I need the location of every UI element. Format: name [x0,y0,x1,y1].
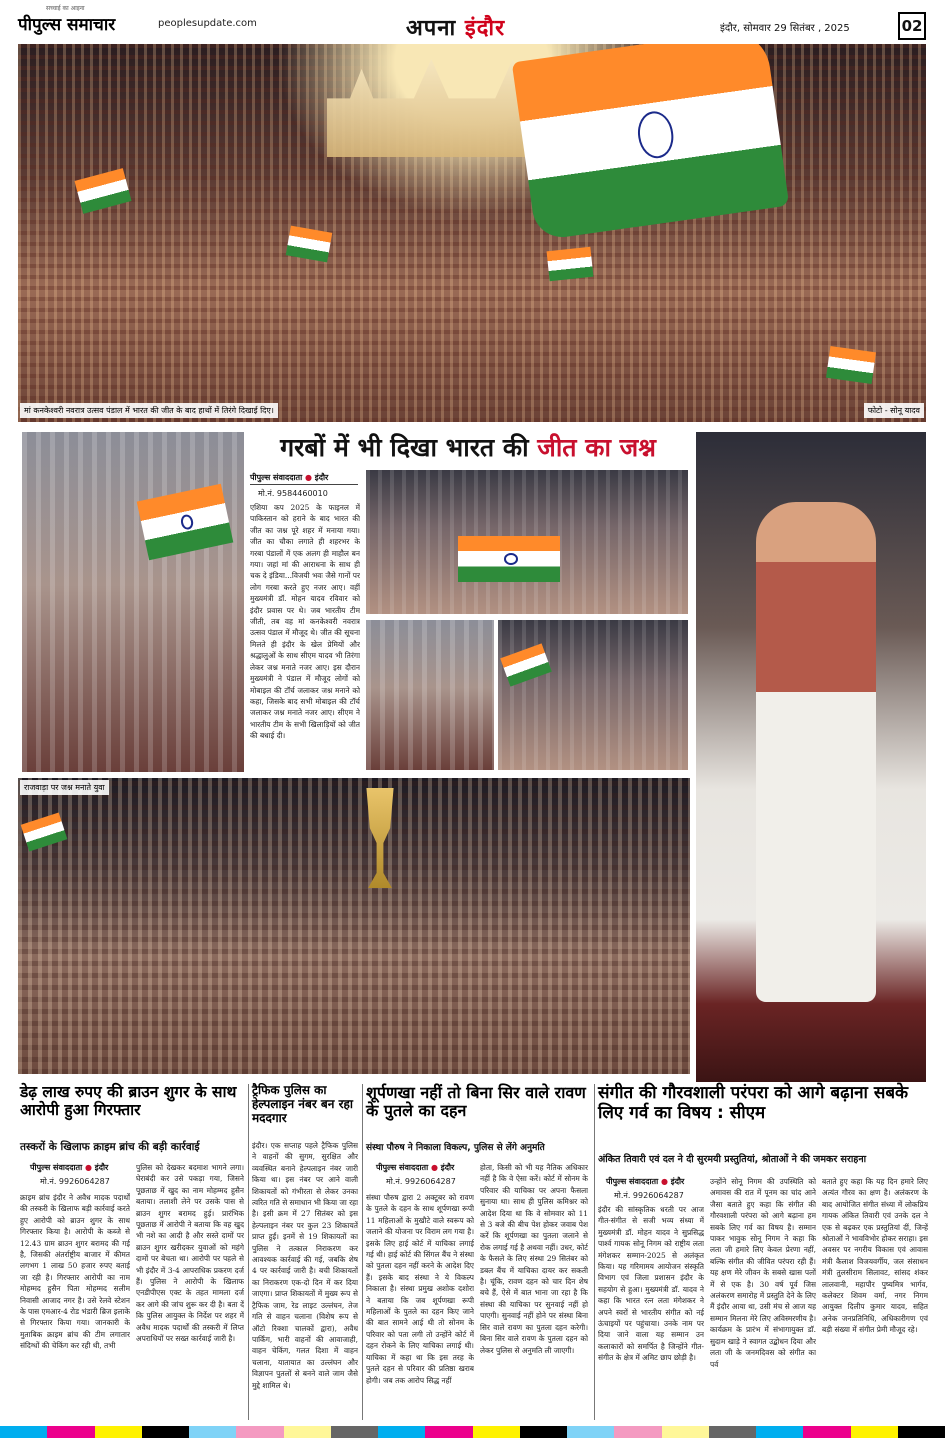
byline-city: इंदौर [94,1163,109,1172]
registration-swatch [662,1426,709,1438]
tricolor-flag-small-3 [547,247,594,281]
registration-swatch [236,1426,283,1438]
story-4-mobile: मो.नं. 9926064287 [614,1191,684,1200]
registration-swatch [331,1426,378,1438]
group-photo-3-flag [500,643,552,686]
story-1-body-col-2: पुलिस को देखकर बदमाश भागने लगा। घेराबंदी कर उसे पकड़ा गया, जिसने पूछताछ में खुद का नाम मोहम्मद हुसैन बताया। तलाशी लेने पर उसके पास से ब्राउन शुगर बरामद हुई। प्रारंभिक पूछताछ में आरोपी ने बताया कि वह खुद भी नशे का आदी है और सस्ते दामों पर ब्राउन शुगर खरीदकर युवाओं को महंगे दामों पर बेचता था। आरोपी पर पहले से भी इंदौर में 3-4 आपराधिक प्रकरण दर्ज हैं। पुलिस ने आरोपी के खिलाफ एनडीपीएस एक्ट के तहत मामला दर्ज कर आगे की जांच शुरू कर दी है। बता दें कि पुलिस आयुक्त के निर्देश पर शहर में अवैध मादक पदार्थों की तस्करी में लिप्त अपराधियों पर सख्त कार्रवाई जारी है। [136,1163,244,1344]
top-crowd-photo [18,44,926,422]
registration-swatch [803,1426,850,1438]
street-photo-caption: राजवाड़ा पर जश्न मनाते युवा [20,780,109,795]
story-1-subhead: तस्करों के खिलाफ क्राइम ब्रांच की बड़ी कार्रवाई [20,1141,200,1153]
logo-tagline: सच्चाई का आइना [46,5,85,12]
section-title-part-b: इंदौर [464,16,506,41]
registration-swatch [614,1426,661,1438]
feature-headline-part-b: जीत का जश्न [537,433,656,462]
story-2-body: इंदौर। एक सप्ताह पहले ट्रैफिक पुलिस ने वाहनों की सुगम, सुरक्षित और व्यवस्थित बनाने हेल्पलाइन नंबर जारी किया था। इस नंबर पर आने वाली शिकायतों को गंभीरता से लेकर उनका त्वरित गति से समाधान भी किया जा रहा है। इसी क्रम में 27 सितंबर को इस हेल्पलाइन नंबर पर कुल 23 शिकायतें प्राप्त हुईं। इनमें से 19 शिकायतों का पुलिस ने तत्काल निराकरण कर आवश्यक कार्रवाई की गई, जबकि शेष 4 पर कार्रवाई जारी है। बची शिकायतों का निराकरण एक-दो दिन में कर दिया जाएगा। प्राप्त शिकायतों में मुख्य रूप से ट्रैफिक जाम, रेड लाइट उल्लंघन, तेज गति से वाहन चलाना (विशेष रूप से ऑटो रिक्शा चालकों द्वारा), अवैध पार्किंग, भारी वाहनों की आवाजाही, वाहन चेकिंग, गलत दिशा में वाहन चलाना, यातायात का उल्लंघन और विज्ञापन पुतलों से बनने वाले जाम जैसे मुद्दे शामिल थे। [252,1141,358,1390]
story-3-byline: पीपुल्स संवाददाता ● इंदौर [376,1163,455,1172]
group-photo-flag [458,536,560,582]
story-1-mobile: मो.नं. 9926064287 [40,1177,110,1186]
feature-byline: पीपुल्स संवाददाता ● इंदौर [250,473,329,482]
feature-left-photo [22,432,244,772]
feature-group-photo-3 [498,620,688,770]
registration-swatch [378,1426,425,1438]
registration-swatch [189,1426,236,1438]
cm-figure [756,502,876,1002]
color-registration-bar [0,1426,945,1438]
story-1-headline: डेढ़ लाख रुपए की ब्राउन शुगर के साथ आरोपी हुआ गिरफ्तार [20,1083,237,1119]
street-celebration-photo [18,778,690,1074]
tricolor-flag-small-1 [74,168,131,214]
feature-mobile: मो.नं. 9584460010 [258,489,328,498]
dateline: इंदौर, सोमवार 29 सितंबर , 2025 [720,23,850,34]
logo-text: पीपुल्स समाचार [18,15,116,35]
story-4-subhead: अंकित तिवारी एवं दल ने दी सुरमयी प्रस्तुतियां, श्रोताओं ने की जमकर सराहना [598,1154,867,1165]
byline-city: इंदौर [314,473,329,482]
website-url: peoplesupdate.com [158,18,257,29]
registration-swatch [47,1426,94,1438]
registration-swatch [0,1426,47,1438]
story-3-mobile: मो.नं. 9926064287 [386,1177,456,1186]
byline-name: पीपुल्स संवाददाता [606,1177,659,1186]
registration-swatch [473,1426,520,1438]
story-4-body-col-2: उन्होंने सोनू निगम की उपस्थिति को अमावस की रात में पूनम का चांद आने जैसा बताते हुए कहा कि संगीत की गौरवशाली परंपरा को आगे बढ़ाना हम सबके लिए गर्व का विषय है। सम्मान पाकर भावुक सोनू निगम ने कहा कि लता जी हमारे लिए केवल प्रेरणा नहीं, बल्कि संगीत की जीवित परंपरा रही हैं। यह क्षण मेरे जीवन के सबसे खास पलों में से एक है। 30 वर्ष पूर्व जिस अलंकरण समारोह में प्रस्तुति देने के लिए मैं इंदौर आया था, उसी मंच से आज यह सम्मान मिलना मेरे लिए अविस्मरणीय है। कार्यक्रम के प्रारंभ में संभागायुक्त डॉ. सुदाम खाड़े ने स्वागत उद्बोधन दिया और लता जी के जनमदिवस को संगीत का पर्व [710,1177,816,1369]
story-4-byline: पीपुल्स संवाददाता ● इंदौर [606,1177,685,1186]
story-1-byline: पीपुल्स संवाददाता ● इंदौर [30,1163,109,1172]
trophy-icon [363,788,397,888]
registration-swatch [425,1426,472,1438]
masthead [18,5,926,42]
byline-city: इंदौर [440,1163,455,1172]
byline-name: पीपुल्स संवाददाता [376,1163,429,1172]
byline-name: पीपुल्स संवाददाता [250,473,303,482]
tricolor-flag-small-4 [826,346,876,384]
tricolor-flag-large [512,44,790,241]
street-flag [21,813,68,852]
byline-name: पीपुल्स संवाददाता [30,1163,83,1172]
registration-swatch [898,1426,945,1438]
registration-swatch [851,1426,898,1438]
registration-swatch [709,1426,756,1438]
feature-headline [248,430,688,466]
story-4-body-col-1: इंदौर की सांस्कृतिक धरती पर आज गीत-संगीत से सजी भव्य संध्या में मुख्यमंत्री डॉ. मोहन यादव ने सुप्रसिद्ध पार्श्व गायक सोनू निगम को राष्ट्रीय लता मंगेशकर सम्मान-2025 से अलंकृत किया। यह गरिमामय आयोजन संस्कृति विभाग एवं जिला प्रशासन इंदौर के सहयोग से हुआ। मुख्यमंत्री डॉ. यादव ने कहा कि भारत रत्न लता मंगेशकर ने अपने स्वरों से भारतीय संगीत को नई ऊंचाइयों पर पहुंचाया। उनके नाम पर दिया जाने वाला यह सम्मान उन कलाकारों को समर्पित है जिन्होंने गीत-संगीत के क्षेत्र में अमिट छाप छोड़ी है। [598,1205,704,1363]
registration-swatch [520,1426,567,1438]
feature-group-photo-1 [366,470,688,614]
registration-swatch [756,1426,803,1438]
registration-swatch [567,1426,614,1438]
top-photo-credit: फोटो - सोनू यादव [864,403,924,418]
cm-waving-flag-photo [696,432,926,1082]
top-photo-caption: मां कनकेश्वरी नवरात्र उत्सव पंडाल में भारत की जीत के बाद हाथों में तिरंगे दिखाई दिए। [20,403,278,418]
registration-swatch [142,1426,189,1438]
tricolor-flag-small-2 [286,226,333,263]
feature-body: एशिया कप 2025 के फाइनल में पाकिस्तान को हराने के बाद भारत की जीत का जश्न पूरे शहर में मनाया गया। जीत का चौका लगाते ही शहरभर के गरबा पंडालों में एक अलग ही माहौल बन गया। जहां मां की आराधना के साथ ही चक दे इंडिया...विजयी भवः जैसे गानों पर लोग गरबा करते हुए नजर आए। वहीं मुख्यमंत्री डॉ. मोहन यादव रविवार को इंदौर प्रवास पर थे। जब भारतीय टीम जीती, तब वह मां कनकेश्वरी नवरात्र उत्सव पंडाल में मौजूद थे। जीत की सूचना मिलते ही इंदौर के खेल प्रेमियों और श्रद्धालुओं के साथ सीएम यादव भी तिरंगा लेकर जश्न मनाते नजर आए। इस दौरान मुख्यमंत्री ने पंडाल में मौजूद लोगों को मोबाइल की टॉर्च जलाकर जश्न मनाने को कहा, जिसके बाद सभी मोबाइल की टॉर्च जलाकर जश्न मनाते नजर आए। सीएम ने भारतीय टीम के सभी खिलाड़ियों को जीत की बधाई दी। [250,503,360,741]
registration-swatch [284,1426,331,1438]
story-4-headline: संगीत की गौरवशाली परंपरा को आगे बढ़ाना सबके लिए गर्व का विषय : सीएम [598,1083,909,1123]
story-4-body-col-3: बताते हुए कहा कि यह दिन हमारे लिए अत्यंत गौरव का क्षण है। अलंकरण के बाद आयोजित संगीत संध्या में लोकप्रिय गायक अंकित तिवारी एवं उनके दल ने एक से बढ़कर एक प्रस्तुतियां दीं, जिन्हें श्रोताओं ने भावविभोर होकर सराहा। इस अवसर पर नगरीय विकास एवं आवास मंत्री कैलाश विजयवर्गीय, जल संसाधन मंत्री तुलसीराम सिलावट, सांसद शंकर लालवानी, महापौर पुष्यमित्र भार्गव, कलेक्टर शिवम वर्मा, नगर निगम आयुक्त दिलीप कुमार यादव, सहित अनेक जनप्रतिनिधि, अधिकारीगण एवं बड़ी संख्या में संगीत प्रेमी मौजूद रहे। [822,1177,928,1335]
story-2-headline: ट्रैफिक पुलिस का हेल्पलाइन नंबर बन रहा मददगार [252,1083,353,1125]
section-title-part-a: अपना [406,16,457,41]
byline-city: इंदौर [670,1177,685,1186]
page-number: 02 [898,12,926,40]
tricolor-flag-feature [137,484,234,561]
registration-swatch [95,1426,142,1438]
story-3-body-col-1: संस्था पौरुष द्वारा 2 अक्टूबर को रावण के पुतले के दहन के साथ शूर्पणखा रूपी 11 महिलाओं के मुखौटे वाले स्वरूप को जलाने की योजना पर विराम लग गया है। इसके लिए हाई कोर्ट में याचिका लगाई गई थी। हाई कोर्ट की सिंगल बैंच ने संस्था को पुतला दहन नहीं करने के आदेश दिए हैं। इसके बाद संस्था ने ये विकल्प निकाला है। संस्था प्रमुख अशोक दशोरा ने बताया कि जब शूर्पणखा रूपी महिलाओं के पुतले का दहन किए जाने की बात सामने आई थी तो सोनम के परिवार को पता लगी तो उन्होंने कोर्ट में दहन रोकने के लिए याचिका लगाई थी। याचिका में कहा था कि इस तरह के पुतले दहन से परिवार की प्रतिष्ठा खराब होगी। जब तक आरोप सिद्ध नहीं [366,1193,474,1385]
feature-headline-part-a: गरबों में भी दिखा भारत की [280,433,529,462]
story-3-body-col-2: होता, किसी को भी यह नैतिक अधिकार नहीं है कि वे ऐसा करें। कोर्ट में सोनम के परिवार की याचिका पर अपना फैसला सुनाया था। साथ ही पुलिस कमिश्नर को आदेश दिया था कि वे सोमवार को 11 से 3 बजे की बीच पेश होकर जवाब पेश करें कि शूर्पणखा का पुतला जलाने से रोक लगाई गई है अथवा नहीं। उधर, कोर्ट के फैसले के लिए संस्था 29 सितंबर को डबल बैंच में याचिका दायर कर सकती है। चूंकि, रावण दहन को चार दिन शेष बचे हैं, ऐसे में बात भाना जा रहा है कि संस्था की याचिका पर सुनवाई नहीं हो पाएगी। सुनवाई नहीं होने पर संस्था बिना सिर वाले रावण का पुतला दहन करेगी। बिना सिर वाले रावण के पुतला दहन को लेकर पुलिस से अनुमति ली जाएगी। [480,1163,588,1355]
section-title [406,12,505,42]
story-1-body-col-1: क्राइम ब्रांच इंदौर ने अवैध मादक पदार्थों की तस्करी के खिलाफ बड़ी कार्रवाई करते हुए आरोपी को ब्राउन शुगर के साथ गिरफ्तार किया है। आरोपी के कब्जे से 12.43 ग्राम ब्राउन शुगर बरामद की गई है, जिसकी अंतर्राष्ट्रीय बाजार में कीमत लगभग 1 लाख 50 हजार रुपए बताई जा रही है। गिरफ्तार आरोपी का नाम मोहम्मद हुसैन पिता मोहम्मद सलीम निवासी आजाद नगर है। उसे रेलवे स्टेशन के पास एमआर-4 रोड भंडारी ब्रिज इलाके से गिरफ्तार किया गया। जानकारी के मुताबिक क्राइम ब्रांच की टीम लगातार संदिग्धों की चेकिंग कर रही थी, तभी [20,1193,130,1351]
feature-group-photo-2 [366,620,494,770]
story-3-headline: शूर्पणखा नहीं तो बिना सिर वाले रावण के पुतले का दहन [366,1083,586,1121]
story-3-subhead: संस्था पौरुष ने निकाला विकल्प, पुलिस से लेंगे अनुमति [366,1143,545,1153]
newspaper-logo [18,5,116,35]
